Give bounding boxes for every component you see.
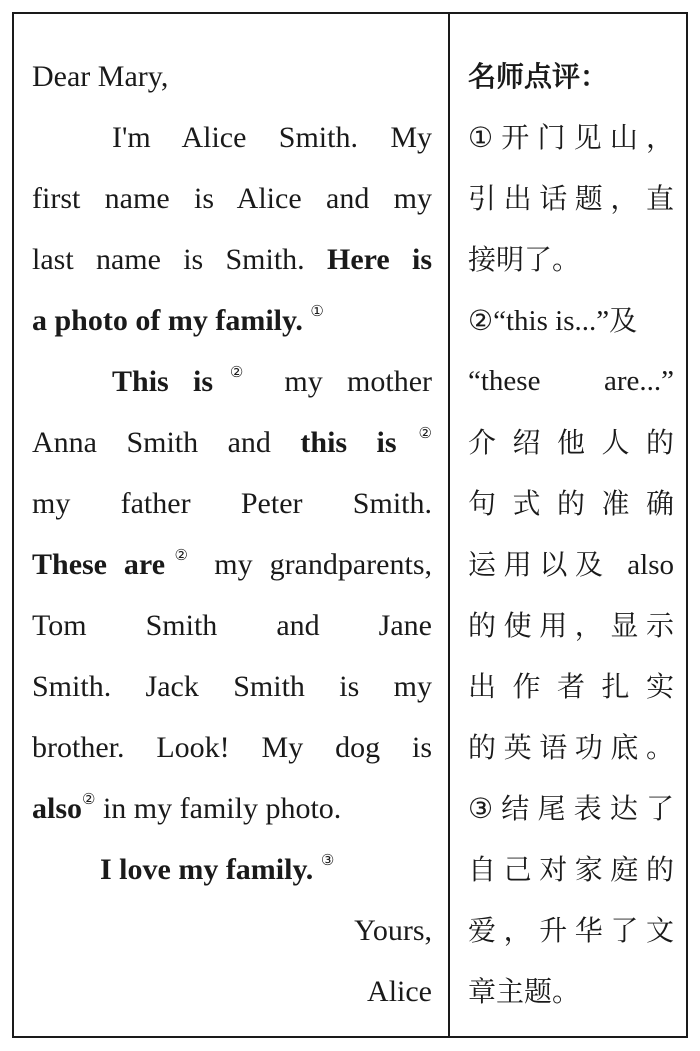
comment-line: 运用以及 also	[468, 548, 674, 581]
letter-line: This is② my mother	[112, 365, 433, 398]
comment-line: 句式的准确	[468, 487, 674, 520]
comment-line: “these are...”	[468, 365, 674, 397]
letter-line	[32, 839, 432, 900]
letter-line: These are② my grandparents,	[32, 548, 433, 581]
comment-title: 名师点评：	[468, 60, 609, 93]
comment-line: 自己对家庭的	[468, 853, 674, 886]
comment-line: ②“this is...”及	[468, 304, 638, 337]
comment-line: 接明了。	[468, 243, 581, 276]
comment-line: 引出话题，直	[468, 182, 674, 215]
highlighted-phrase: I love my family.	[100, 853, 314, 886]
letter-closing: Yours,	[354, 914, 432, 947]
highlighted-phrase: These are	[32, 548, 166, 581]
highlighted-phrase: this is	[300, 426, 397, 459]
letter-column	[32, 46, 432, 1022]
highlighted-phrase: Here is	[326, 243, 433, 276]
comment-line: 章主题。	[468, 975, 581, 1008]
comment-line: 的英语功底。	[468, 731, 674, 764]
letter-line: also② in my family photo.	[32, 792, 342, 825]
comment-line: 介绍他人的	[468, 426, 674, 459]
letter-line: last name is Smith. Here is	[32, 243, 433, 276]
annotation-mark: ②	[213, 365, 261, 381]
teacher-comment-column	[468, 46, 674, 1022]
comment-line: ①开门见山，	[468, 121, 674, 154]
annotation-mark: ②	[82, 792, 96, 808]
annotation-mark: ②	[396, 426, 432, 442]
column-divider	[448, 12, 450, 1038]
letter-line: Anna Smith and this is②	[32, 426, 432, 459]
letter-line: my father Peter Smith.	[32, 487, 432, 520]
letter-line: Tom Smith and Jane	[32, 609, 432, 642]
comment-line: ③结尾表达了	[468, 792, 674, 825]
highlighted-phrase: This is	[112, 365, 214, 398]
comment-line: 出作者扎实	[468, 670, 674, 703]
annotation-mark: ③	[320, 853, 335, 869]
annotation-mark: ①	[310, 304, 324, 320]
comment-line: 爱，升华了文	[468, 914, 674, 947]
letter-line: first name is Alice and my	[32, 182, 432, 215]
letter-line: I'm Alice Smith. My	[112, 121, 432, 154]
highlighted-phrase: also	[32, 792, 83, 825]
highlighted-phrase: a photo of my family.	[32, 304, 303, 337]
letter-signature: Alice	[367, 975, 432, 1008]
annotation-mark: ②	[165, 548, 198, 564]
letter-line: Smith. Jack Smith is my	[32, 670, 432, 703]
comment-line: 的使用，显示	[468, 609, 674, 642]
letter-line: brother. Look! My dog is	[32, 731, 432, 764]
letter-line	[32, 290, 432, 351]
letter-greeting: Dear Mary,	[32, 60, 169, 93]
